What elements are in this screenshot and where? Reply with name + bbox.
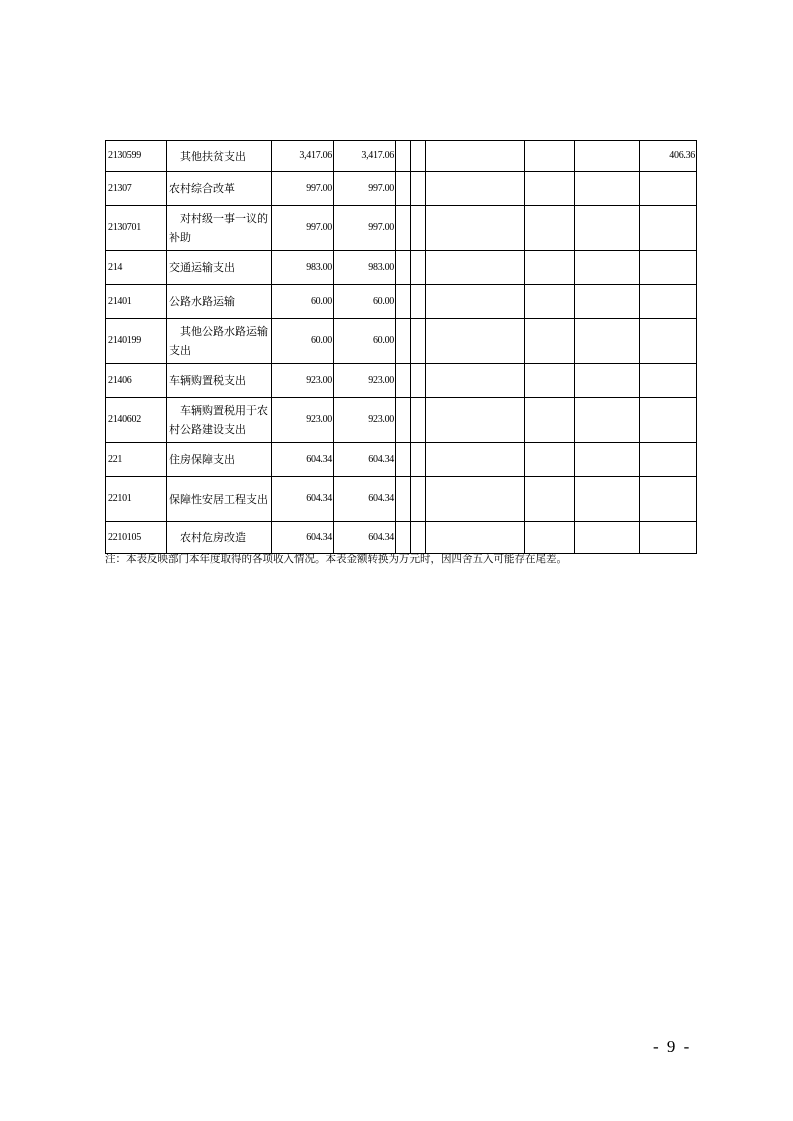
subject-name: 其他公路水路运输支出: [167, 319, 272, 364]
amount-last: [640, 251, 697, 285]
table-row: [106, 172, 697, 206]
subject-code: 21406: [106, 364, 167, 398]
table-row: [106, 141, 697, 172]
amount-last: [640, 364, 697, 398]
subject-name: 保障性安居工程支出: [167, 477, 272, 522]
subject-name: 交通运输支出: [167, 251, 272, 285]
amount-total: 983.00: [272, 251, 334, 285]
budget-table: [105, 140, 697, 554]
page-number: - 9 -: [653, 1037, 692, 1056]
subject-name: 其他扶贫支出: [167, 141, 272, 172]
subject-code: 221: [106, 443, 167, 477]
amount-basic: 997.00: [334, 172, 396, 206]
amount-basic: 604.34: [334, 477, 396, 522]
amount-basic: 60.00: [334, 285, 396, 319]
table-row: [106, 285, 697, 319]
table-row: [106, 206, 697, 251]
amount-total: 997.00: [272, 206, 334, 251]
table-row: [106, 477, 697, 522]
amount-basic: 983.00: [334, 251, 396, 285]
amount-basic: 923.00: [334, 364, 396, 398]
amount-last: [640, 319, 697, 364]
amount-last: [640, 477, 697, 522]
amount-basic: 604.34: [334, 443, 396, 477]
amount-last: [640, 398, 697, 443]
amount-basic: 923.00: [334, 398, 396, 443]
subject-code: 214: [106, 251, 167, 285]
subject-code: 21307: [106, 172, 167, 206]
amount-total: 60.00: [272, 319, 334, 364]
subject-name: 公路水路运输: [167, 285, 272, 319]
table-row: [106, 443, 697, 477]
amount-total: 997.00: [272, 172, 334, 206]
amount-basic: 3,417.06: [334, 141, 396, 172]
amount-last: [640, 285, 697, 319]
subject-code: 2130701: [106, 206, 167, 251]
amount-basic: 60.00: [334, 319, 396, 364]
subject-name: 农村综合改革: [167, 172, 272, 206]
table-row: [106, 319, 697, 364]
amount-last: [640, 206, 697, 251]
subject-name: 车辆购置税用于农村公路建设支出: [167, 398, 272, 443]
subject-code: 22101: [106, 477, 167, 522]
amount-last: [640, 443, 697, 477]
amount-last: [640, 522, 697, 554]
subject-name: 农村危房改造: [167, 522, 272, 554]
table-footnote: 注：本表反映部门本年度取得的各项收入情况。本表金额转换为万元时，因四舍五入可能存在尾差。: [105, 553, 567, 565]
subject-code: 2210105: [106, 522, 167, 554]
table-row: [106, 398, 697, 443]
subject-code: 2140199: [106, 319, 167, 364]
subject-name: 对村级一事一议的补助: [167, 206, 272, 251]
amount-basic: 604.34: [334, 522, 396, 554]
amount-basic: 997.00: [334, 206, 396, 251]
amount-total: 604.34: [272, 477, 334, 522]
amount-total: 923.00: [272, 398, 334, 443]
amount-total: 60.00: [272, 285, 334, 319]
amount-total: 3,417.06: [272, 141, 334, 172]
subject-code: 2130599: [106, 141, 167, 172]
table-row: [106, 251, 697, 285]
amount-last: [640, 172, 697, 206]
amount-total: 923.00: [272, 364, 334, 398]
subject-code: 21401: [106, 285, 167, 319]
amount-total: 604.34: [272, 443, 334, 477]
subject-name: 车辆购置税支出: [167, 364, 272, 398]
subject-code: 2140602: [106, 398, 167, 443]
amount-last: 406.36: [640, 141, 697, 172]
table-row: [106, 364, 697, 398]
amount-total: 604.34: [272, 522, 334, 554]
subject-name: 住房保障支出: [167, 443, 272, 477]
table-row: [106, 522, 697, 554]
